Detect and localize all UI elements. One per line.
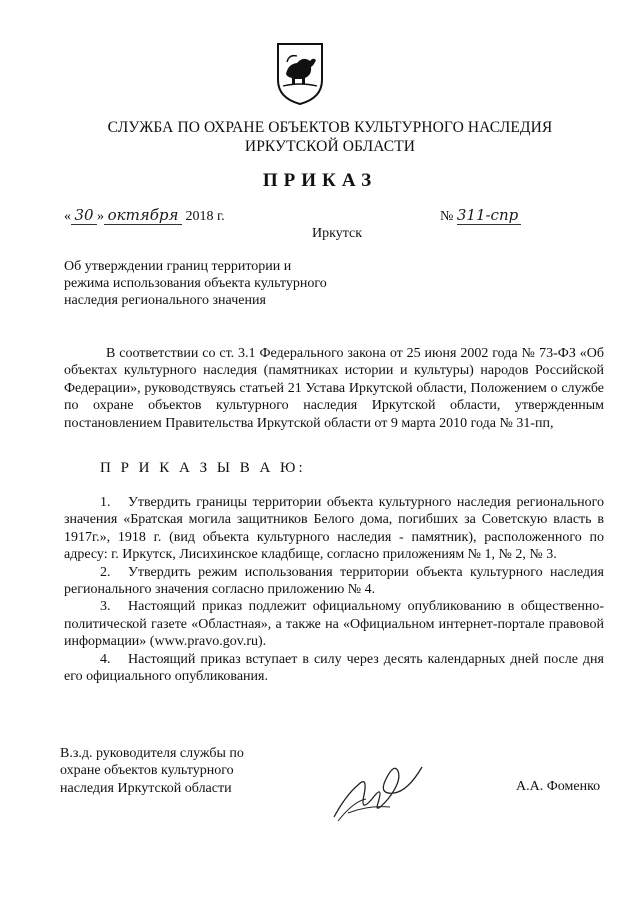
document-type-title: ПРИКАЗ (262, 170, 378, 191)
date-year: 2018 г. (185, 209, 225, 224)
item-number: 2. (100, 564, 111, 580)
date-month: октября (104, 206, 182, 225)
coat-of-arms-emblem (275, 42, 325, 106)
order-item (64, 494, 604, 564)
signer-position-line: В.з.д. руководителя службы по (60, 746, 244, 761)
item-number: 1. (100, 495, 111, 510)
order-subject (64, 258, 360, 309)
order-item (64, 651, 604, 686)
order-heading: П Р И К А З Ы В А Ю: (100, 460, 306, 476)
handwritten-signature (328, 755, 428, 825)
signer-position (60, 745, 296, 797)
order-item (64, 564, 604, 599)
subject-line: наследия регионального значения (64, 293, 266, 308)
number-label: № (440, 209, 454, 224)
date-close-quote: » (97, 209, 104, 224)
number-value: 311-спр (457, 206, 521, 225)
item-text: Настоящий приказ подлежит официальному опубликованию в общественно-политической газете «Областная», а также на «Официальном интернет-портале правовой информации» (www.pravo.gov.ru). (64, 599, 604, 650)
city-name: Иркутск (312, 226, 363, 241)
date-open-quote: « (64, 209, 71, 224)
item-text: Утвердить режим использования территории объекта культурного наследия регионального значения согласно приложению № 4. (64, 564, 604, 598)
subject-line: Об утверждении границ территории и (64, 259, 292, 274)
signer-name: А.А. Фоменко (516, 779, 601, 794)
preamble-paragraph: В соответствии со ст. 3.1 Федерального закона от 25 июня 2002 года № 73-ФЗ «Об объектах культурного наследия (памятниках истории и культуры) народов Российской Федерации», руководствуясь статьей 21 Устава Иркутской области, Положением о службе по охране объектов культурного наследия Иркутской области, утвержденным постановлением Правительства Иркутской области от 9 марта 2010 года № 31-пп, (64, 346, 604, 431)
subject-line: режима использования объекта культурного (64, 276, 327, 291)
item-number: 3. (100, 599, 111, 615)
item-number: 4. (100, 651, 111, 667)
item-text: Утвердить границы территории объекта культурного наследия регионального значения «Братская могила защитников Белого дома, погибших за Советскую власть в 1917г.», 1918 г. (вид объекта культурного наследия - памятник), расположенного по адресу: г. Иркутск, Лисихинское кладбище, согласно приложениям № 1, № 2, № 3. (64, 495, 604, 563)
item-text: Настоящий приказ вступает в силу через десять календарных дней после дня его официального опубликования. (64, 651, 604, 685)
order-item (64, 598, 604, 650)
signer-position-line: наследия Иркутской области (60, 780, 232, 796)
date-day: 30 (71, 206, 97, 225)
order-date (64, 206, 225, 225)
agency-name: СЛУЖБА ПО ОХРАНЕ ОБЪЕКТОВ КУЛЬТУРНОГО НАСЛЕДИЯ ИРКУТСКОЙ ОБЛАСТИ (107, 119, 553, 155)
order-number (440, 206, 521, 225)
signer-position-line: охране объектов культурного (60, 763, 234, 779)
order-items-list (64, 494, 604, 685)
